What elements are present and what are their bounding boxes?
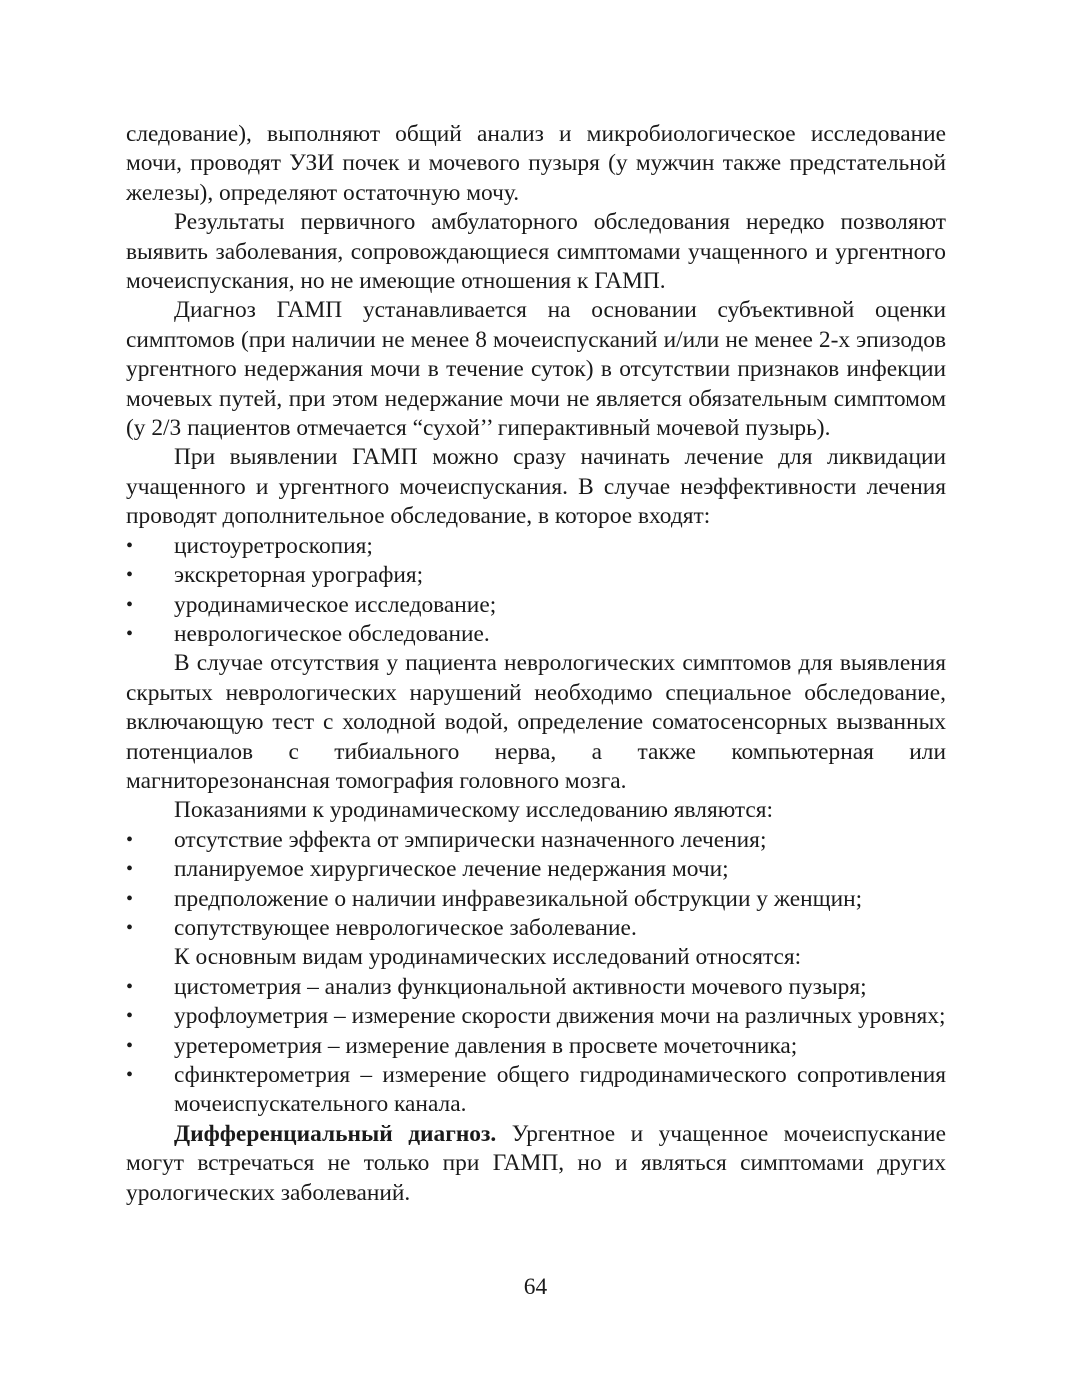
paragraph-differential-diagnosis xyxy=(126,1120,946,1208)
bullet-icon: • xyxy=(126,828,134,851)
bullet-icon: • xyxy=(126,975,134,998)
list-item: • уретерометрия – измерение давления в просвете мочеточника; xyxy=(126,1032,946,1061)
bullet-icon: • xyxy=(126,622,134,645)
page-number: 64 xyxy=(523,1274,548,1300)
list-item: • планируемое хирургическое лечение недержания мочи; xyxy=(126,855,946,884)
list-item: • уродинамическое исследование; xyxy=(126,591,946,620)
paragraph-study-types: К основным видам уродинамических исследований относятся: xyxy=(174,944,802,971)
bullet-icon: • xyxy=(126,534,134,557)
list-item: • урофлоуметрия – измерение скорости движения мочи на различных уровнях; xyxy=(126,1002,946,1031)
paragraph-diagnosis: Диагноз ГАМП устанавливается на основании субъективной оценки симптомов (при наличии не менее 8 мочеиспусканий и/или не менее 2-х эпизодов ургентного недержания мочи в течение суток) в отсутствии признаков инфекции мочевых путей, при этом недержание мочи не является обязательным симптомом (у 2/3 пациентов отмечается “сухой’’ гиперактивный мочевой пузырь). xyxy=(126,297,946,442)
bullet-icon: • xyxy=(126,887,134,910)
list-item: • сфинктерометрия – измерение общего гидродинамического сопротивления мочеиспускательного канала. xyxy=(126,1062,946,1118)
paragraph-neuro-exam: В случае отсутствия у пациента неврологических симптомов для выявления скрытых неврологических нарушений необходимо специальное обследование, включающую тест с холодной водой, определение соматосенсорных вызванных потенциалов с тибиального нерва, а также компьютерная или магниторезонансная томография головного мозга. xyxy=(126,650,946,794)
list-item: • отсутствие эффекта от эмпирически назначенного лечения; xyxy=(126,826,946,855)
bullet-icon: • xyxy=(126,916,134,939)
bullet-icon: • xyxy=(126,593,134,616)
paragraph-indications: Показаниями к уродинамическому исследованию являются: xyxy=(174,797,774,824)
list-item: • сопутствующее неврологическое заболевание. xyxy=(126,914,946,943)
paragraph-ambulatory-results: Результаты первичного амбулаторного обследования нередко позволяют выявить заболевания, сопровождающиеся симптомами учащенного и ургентного мочеиспускания, но не имеющие отношения к ГАМП. xyxy=(126,209,946,295)
paragraph-treatment: При выявлении ГАМП можно сразу начинать лечение для ликвидации учащенного и ургентного мочеиспускания. В случае неэффективности лечения проводят дополнительное обследование, в которое входят: xyxy=(126,444,946,530)
list-item: • цистоуретроскопия; xyxy=(126,532,946,561)
bullet-icon: • xyxy=(126,1034,134,1057)
list-additional-exams xyxy=(126,532,946,650)
bullet-icon: • xyxy=(126,564,134,587)
paragraph-text: Ургентное и учащенное мочеиспускание могут встречаться не только при ГАМП, но и являться симптомами других урологических заболеваний. xyxy=(126,1120,946,1206)
list-indications xyxy=(126,826,946,944)
paragraph-continuation: следование), выполняют общий анализ и микробиологическое исследование мочи, проводят УЗИ почек и мочевого пузыря (у мужчин также предстательной железы), определяют остаточную мочу. xyxy=(126,121,946,206)
page-body xyxy=(126,120,946,1208)
list-study-types xyxy=(126,973,946,1120)
list-item: • цистометрия – анализ функциональной активности мочевого пузыря; xyxy=(126,973,946,1002)
list-item: • неврологическое обследование. xyxy=(126,620,946,649)
bullet-icon: • xyxy=(126,858,134,881)
bullet-icon: • xyxy=(126,1064,134,1086)
list-item: • предположение о наличии инфравезикальной обструкции у женщин; xyxy=(126,885,946,914)
list-item: • экскреторная урография; xyxy=(126,561,946,590)
section-heading: Дифференциальный диагноз. xyxy=(174,1120,497,1147)
bullet-icon: • xyxy=(126,1005,134,1028)
